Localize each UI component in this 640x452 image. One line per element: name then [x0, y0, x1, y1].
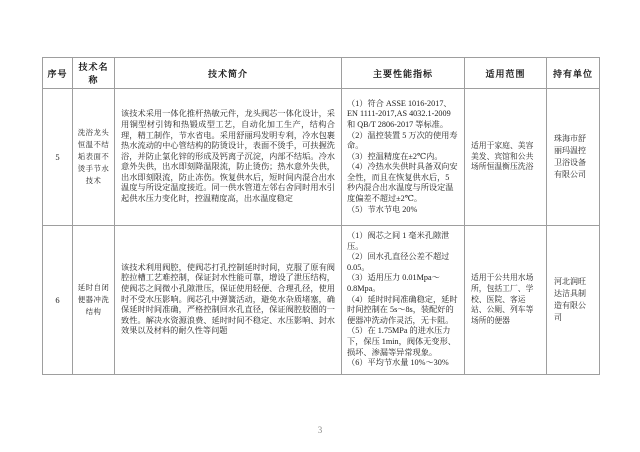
cell-technology-intro: 该技术采用一体化推杆热敏元件，龙头阀芯一体化设计，采用铜型材引铸和热锻成型工艺，自动化加工生产，结构合理，精工制作，节水省电。采用舒丽玛发明专利，冷水包裹热水流动的中心管结构的防烫设计，表面不烫手，可扶握洗浴，并防止氯化锌的形成及钙离子沉淀，内部不结垢。冷水意外失供，出水即刻降温限流，防止烫伤；热水意外失供，出水即刻限流，防止冻伤。恢复供水后，短时间内混合出水温度与所设定温度接近。同一供水管道左邻右舍同时用水引起供水压力变化时，控温精度高，出水温度稳定: [115, 89, 342, 226]
indicator-item: （3）适用压力 0.01Mpa～0.8Mpa。: [347, 273, 440, 293]
cell-technology-intro: 该技术利用阀腔，使阀芯打孔控制延时时间，克服了原有阀腔拉槽工艺难控制，保证封水性能可靠，增设了泄压结构，使阀芯之间微小孔隙泄压，保证使用轻便、合理孔径，使用时不受水压影响。阀芯孔中弹簧活动，避免水杂质堵塞，确保延时时间准确，严格控制回水孔直径，保证阀腔胶圈的一致性。解决水资源浪费、延时时间不稳定、水压影响、封水效果以及材料的耐久性等问题: [115, 226, 342, 375]
cell-technology-name: 洗浴龙头恒温不结垢表面不烫手节水技术: [73, 89, 115, 226]
indicator-item: （2）温控装置 5 万次的使用寿命。: [347, 130, 458, 151]
cell-technology-name: 延时自闭便器冲洗结构: [73, 226, 115, 375]
header-application-scope: 适用范围: [465, 58, 547, 89]
indicator-item: （3）控温精度在±2℃内。: [347, 151, 443, 161]
table-row: [43, 226, 600, 375]
indicator-item: （2）回水孔直径公差不超过 0.05。: [347, 252, 450, 272]
cell-performance-indicators: [342, 89, 465, 226]
header-performance-indicators: 主要性能指标: [342, 58, 465, 89]
water-saving-technology-table: [42, 57, 600, 375]
cell-performance-indicators: [342, 226, 465, 375]
table-row: [43, 89, 600, 226]
indicator-item: （4）冷热水失供时具备双向安全性，而且在恢复供水后，5 秒内混合出水温度与所设定温度偏差不超过±2℃。: [347, 162, 458, 204]
cell-application-scope: 适用于公共用水场所，包括工厂、学校、医院、客运站、公厕、列车等场所的便器: [465, 226, 547, 375]
indicator-item: （1）阀芯之间 1 毫米孔隙泄压。: [347, 231, 450, 251]
header-technology-intro: 技术简介: [115, 58, 342, 89]
indicator-item: （4）延时时间准确稳定，延时时间控制在 5s～8s，装配好的便器冲洗动作灵活，无卡阻。: [347, 294, 458, 325]
indicator-item: （6）平均节水量 10%～30%: [347, 358, 449, 368]
indicator-item: （5）节水节电 20%: [347, 204, 418, 214]
cell-serial-number: 6: [43, 226, 73, 375]
table-header-row: [43, 58, 600, 89]
cell-application-scope: 适用于家庭、美容美发、宾馆和公共场所恒温衡压洗浴: [465, 89, 547, 226]
cell-serial-number: 5: [43, 89, 73, 226]
header-technology-name: 技术名称: [73, 58, 115, 89]
header-holding-unit: 持有单位: [547, 58, 600, 89]
cell-holding-unit: 珠海市舒丽玛温控卫浴设备有限公司: [547, 89, 600, 226]
cell-holding-unit: 河北润旺达洁具制造有限公司: [547, 226, 600, 375]
page-number: 3: [317, 425, 323, 435]
indicator-item: （5）在 1.75MPa 的进水压力下，保压 1min，阀体无变形、损坏、渗漏等异常现象。: [347, 326, 456, 357]
header-serial-number: 序号: [43, 58, 73, 89]
indicator-item: （1）符合 ASSE 1016-2017、EN 1111-2017,AS 4032.1-2009 和 QB/T 2806-2017 等标准。: [347, 98, 452, 129]
